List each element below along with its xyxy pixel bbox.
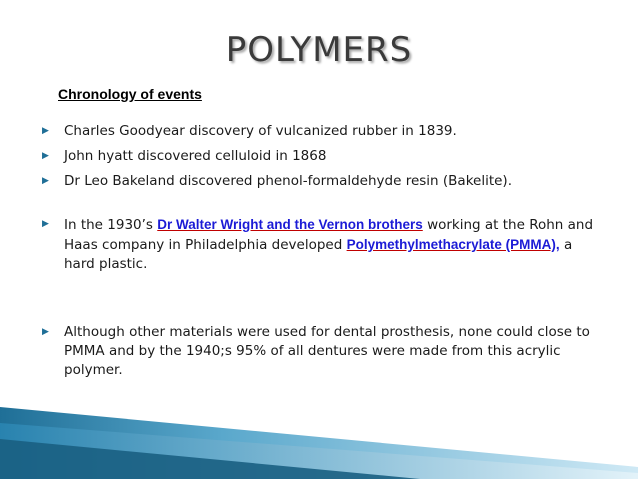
- triangle-bullet-icon: ▶: [42, 327, 49, 337]
- bullet-text: Dr Leo Bakeland discovered phenol-formaldehyde resin (Bakelite).: [64, 173, 512, 189]
- bullet-item-1: [42, 122, 602, 141]
- decorative-footer-band: [0, 389, 638, 479]
- triangle-bullet-icon: ▶: [42, 126, 49, 136]
- bullet-text-intro: In the 1930’s: [64, 217, 158, 233]
- bullet-text: Although other materials were used for dental prosthesis, none could close to PMMA and by the 1940;s 95% of all dentures were made from this acrylic polymer.: [64, 324, 590, 378]
- bullet-text-middle: working at the Rohn and Haas company in Philadelphia developed: [64, 217, 594, 253]
- bullet-item-5: [42, 323, 602, 380]
- highlight-inventors: Dr Walter Wright and the Vernon brothers: [157, 217, 423, 232]
- slide-title: POLYMERS: [225, 30, 413, 70]
- highlight-pmma: Polymethylmethacrylate (PMMA),: [346, 237, 560, 252]
- triangle-bullet-icon: ▶: [42, 219, 49, 229]
- bullet-item-3: [42, 172, 602, 191]
- section-subheading: Chronology of events: [58, 86, 202, 102]
- triangle-bullet-icon: ▶: [42, 176, 49, 186]
- bullet-text: [64, 215, 602, 274]
- bullet-text-outro: a hard plastic.: [64, 237, 573, 272]
- triangle-bullet-icon: ▶: [42, 151, 49, 161]
- bullet-item-4: [42, 215, 602, 274]
- bullet-text: John hyatt discovered celluloid in 1868: [64, 148, 327, 164]
- bullet-text: Charles Goodyear discovery of vulcanized rubber in 1839.: [64, 123, 457, 139]
- bullet-item-2: [42, 147, 602, 166]
